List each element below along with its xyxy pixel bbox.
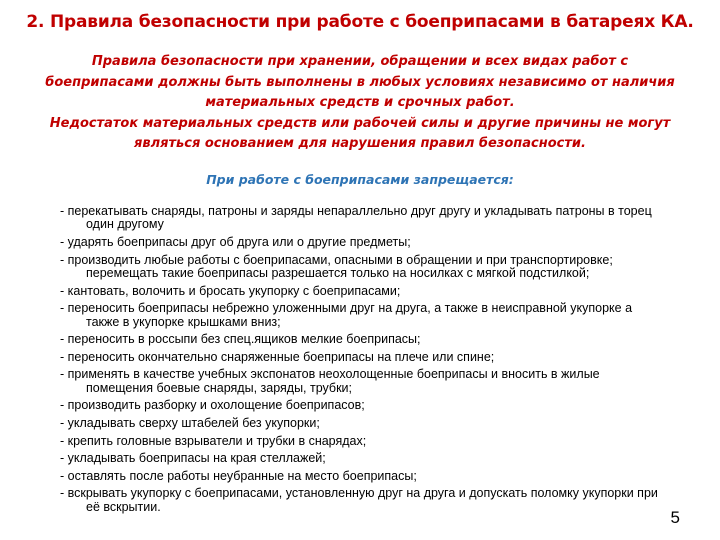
list-item: - производить разборку и охолощение боеприпасов;: [60, 398, 365, 413]
list-item: - перекатывать снаряды, патроны и заряды непараллельно друг другу и укладывать патроны в торец один другому: [60, 204, 652, 232]
list-item: - вскрывать укупорку с боеприпасами, установленную друг на друга и допускать поломку укупорки при её вскрытии.: [60, 486, 658, 514]
list-item: - ударять боеприпасы друг об друга или о другие предметы;: [60, 235, 411, 249]
list-item: - переносить в россыпи без спец.ящиков мелкие боеприпасы;: [60, 332, 421, 347]
list-item: - крепить головные взрыватели и трубки в снарядах;: [60, 433, 367, 448]
list-item: - переносить боеприпасы небрежно уложенными друг на друга, а также в неисправной укупорке а также в укупорке крышками вниз;: [60, 301, 633, 329]
list-item: - применять в качестве учебных экспонатов неохолощенные боеприпасы и вносить в жилые помещения боевые снаряды, заряды, трубки;: [60, 367, 600, 395]
page-number: 5: [670, 508, 680, 527]
list-item: - кантовать, волочить и бросать укупорку с боеприпасами;: [60, 283, 401, 298]
list-item: - укладывать сверху штабелей без укупорки;: [60, 415, 320, 430]
slide-title: 2. Правила безопасности при работе с боеприпасами в батареях КА.: [26, 12, 694, 32]
list-item: - переносить окончательно снаряженные боеприпасы на плече или спине;: [60, 349, 495, 364]
prohibitions-heading: При работе с боеприпасами запрещается:: [206, 172, 514, 187]
list-item: - производить любые работы с боеприпасами, опасными в обращении и при транспортировке; перемещать такие боеприпасы разрешается только на носилках с мягкой подстилкой;: [60, 252, 613, 280]
intro-block: [40, 52, 680, 155]
intro-paragraph-1: Правила безопасности при хранении, обращении и всех видах работ с боеприпасами должны быть выполнены в любых условиях независимо от наличия материальных средств и срочных работ.: [45, 54, 675, 110]
intro-paragraph-2: Недостаток материальных средств или рабочей силы и другие причины не могут являться основанием для нарушения правил безопасности.: [49, 115, 671, 151]
list-item: - оставлять после работы неубранные на место боеприпасы;: [60, 468, 417, 483]
prohibitions-list: [60, 205, 660, 518]
list-item: - укладывать боеприпасы на края стеллажей;: [60, 451, 326, 466]
